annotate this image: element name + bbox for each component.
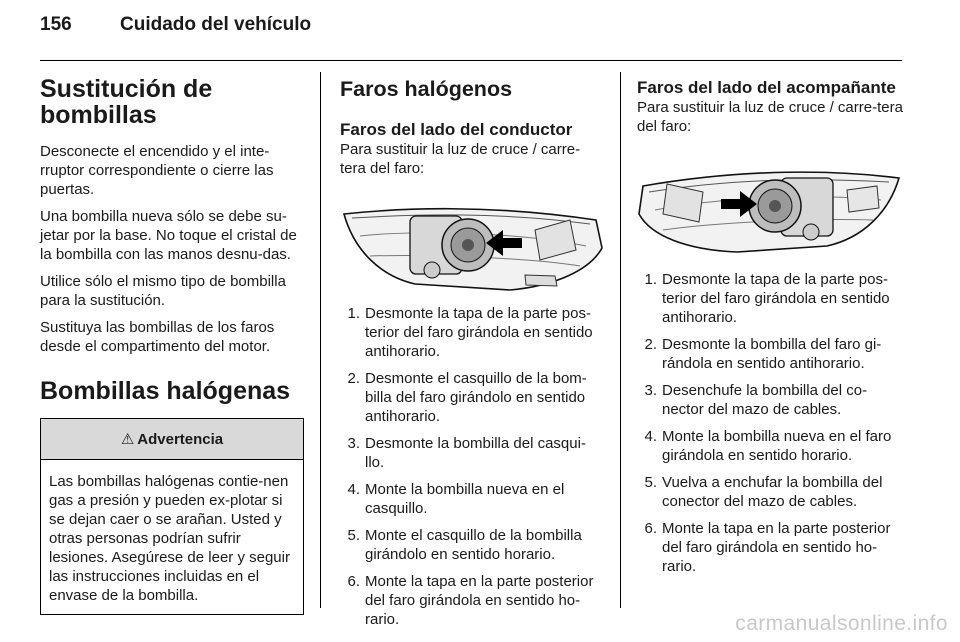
step-text: Monte la bombilla nueva en el faro girándola en sentido horario. xyxy=(662,428,892,464)
step-number: 4. xyxy=(644,428,657,445)
step-text: Vuelva a enchufar la bombilla del conector del mazo de cables. xyxy=(662,474,883,510)
list-item xyxy=(340,304,605,361)
paragraph: Sustituya las bombillas de los faros desde el compartimento del motor. xyxy=(40,319,275,355)
section-heading-halogen-bulbs: Bombillas halógenas xyxy=(40,377,291,405)
column-3 xyxy=(637,72,903,584)
step-number: 3. xyxy=(644,382,657,399)
list-item xyxy=(340,369,605,426)
step-number: 5. xyxy=(347,527,360,544)
step-number: 5. xyxy=(644,474,657,491)
list-item xyxy=(340,572,605,629)
paragraph: Utilice sólo el mismo tipo de bombilla para la sustitución. xyxy=(40,273,286,309)
step-text: Desmonte la bombilla del casqui-llo. xyxy=(365,435,586,471)
warning-text: Las bombillas halógenas contie-nen gas a presión y pueden ex-plotar si se dejan caer o se arañan. Usted y otras personas podrían sufrir lesiones. Asegúrese de leer y seguir las instrucciones incluidas en el envase de la bombilla. xyxy=(49,473,290,604)
step-text: Monte el casquillo de la bombilla girándolo en sentido horario. xyxy=(365,527,582,563)
warning-title: Advertencia xyxy=(137,430,224,448)
step-text: Desmonte la tapa de la parte pos-terior del faro girándola en sentido antihorario. xyxy=(365,305,593,360)
column-2 xyxy=(340,72,605,637)
intro-text: Para sustituir la luz de cruce / carre-tera del faro: xyxy=(340,141,581,177)
list-item xyxy=(637,427,903,465)
step-number: 3. xyxy=(347,435,360,452)
column-divider-2 xyxy=(620,72,621,608)
driver-side-headlamp-illustration xyxy=(340,190,605,294)
step-text: Desmonte la bombilla del faro gi-rándola en sentido antihorario. xyxy=(662,336,882,372)
step-number: 2. xyxy=(644,336,657,353)
step-number: 1. xyxy=(644,271,657,288)
section-heading-halogen-headlamps: Faros halógenos xyxy=(340,77,513,101)
section-title: Cuidado del vehículo xyxy=(120,14,312,35)
warning-triangle-icon: ⚠ xyxy=(120,431,135,448)
paragraph: Una bombilla nueva sólo se debe su-jetar por la base. No toque el cristal de la bombilla con las manos desnu-das. xyxy=(40,208,297,263)
header-divider xyxy=(40,60,902,61)
passenger-side-headlamp-illustration xyxy=(637,156,903,256)
subheading-driver-side: Faros del lado del conductor xyxy=(340,120,573,139)
warning-header xyxy=(41,419,303,460)
driver-side-steps xyxy=(340,304,605,629)
page-number: 156 xyxy=(40,14,72,35)
step-number: 1. xyxy=(347,305,360,322)
paragraph: Desconecte el encendido y el inte-rruptor correspondiente o cierre las puertas. xyxy=(40,143,274,198)
intro-text: Para sustituir la luz de cruce / carre-tera del faro: xyxy=(637,99,903,135)
step-text: Desenchufe la bombilla del co-nector del mazo de cables. xyxy=(662,382,868,418)
column-1 xyxy=(40,72,304,615)
list-item xyxy=(340,480,605,518)
step-number: 6. xyxy=(644,520,657,537)
step-text: Monte la tapa en la parte posterior del faro girándola en sentido ho-rario. xyxy=(662,520,891,575)
column-divider-1 xyxy=(320,72,321,608)
warning-box xyxy=(40,418,304,615)
step-text: Monte la bombilla nueva en el casquillo. xyxy=(365,481,565,517)
subheading-passenger-side: Faros del lado del acompañante xyxy=(637,78,896,97)
list-item xyxy=(637,473,903,511)
list-item xyxy=(637,519,903,576)
list-item xyxy=(340,526,605,564)
step-number: 6. xyxy=(347,573,360,590)
section-heading-bulb-replacement: Sustitución de bombillas xyxy=(40,75,213,129)
list-item xyxy=(637,335,903,373)
passenger-side-steps xyxy=(637,270,903,576)
step-number: 4. xyxy=(347,481,360,498)
step-text: Monte la tapa en la parte posterior del faro girándola en sentido ho-rario. xyxy=(365,573,594,628)
step-text: Desmonte el casquillo de la bom-billa del faro girándolo en sentido antihorario. xyxy=(365,370,587,425)
step-text: Desmonte la tapa de la parte pos-terior del faro girándola en sentido antihorario. xyxy=(662,271,890,326)
watermark: carmanualsonline.info xyxy=(735,612,948,635)
step-number: 2. xyxy=(347,370,360,387)
list-item xyxy=(637,381,903,419)
list-item xyxy=(340,434,605,472)
list-item xyxy=(637,270,903,327)
